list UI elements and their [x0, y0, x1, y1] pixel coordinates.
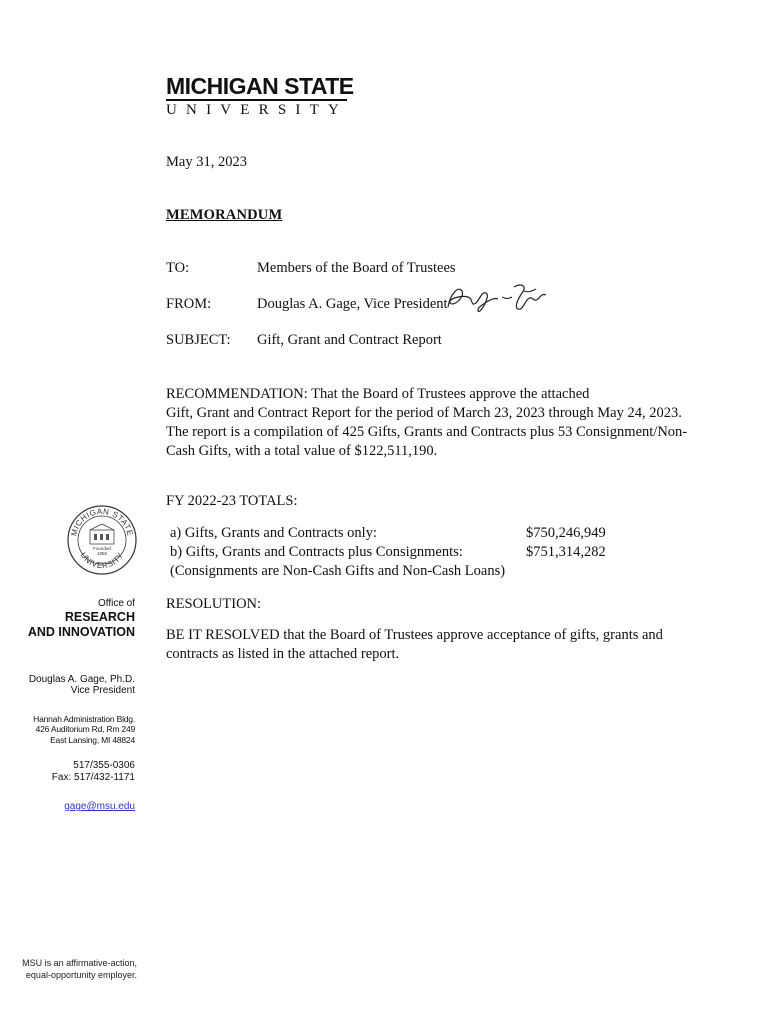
recommendation-paragraph	[166, 385, 726, 461]
totals-a-value: $750,246,949	[526, 525, 606, 541]
memo-title: MEMORANDUM	[166, 207, 283, 223]
seal-founded: Founded	[93, 546, 111, 551]
to-label: TO:	[166, 260, 190, 276]
sidebar-name: Douglas A. Gage, Ph.D.	[28, 674, 135, 685]
wordmark-line2: UNIVERSITY	[166, 102, 348, 118]
msu-wordmark	[166, 74, 354, 118]
totals-note: (Consignments are Non-Cash Gifts and Non-Cash Loans)	[170, 563, 506, 579]
totals-block	[170, 524, 606, 581]
recommendation-line: RECOMMENDATION: That the Board of Trustees approve the attached	[166, 386, 590, 402]
totals-row-a	[170, 524, 606, 543]
sidebar-address-line: 426 Auditorium Rd, Rm 249	[35, 724, 135, 734]
recommendation-line: Gift, Grant and Contract Report for the period of March 23, 2023 through May 24, 2023.	[166, 405, 682, 421]
totals-a-label: a) Gifts, Grants and Contracts only:	[170, 525, 377, 541]
footer-eoe-statement	[22, 957, 137, 981]
resolution-line: contracts as listed in the attached report.	[166, 646, 400, 662]
from-value: Douglas A. Gage, Vice President	[257, 296, 448, 312]
resolution-line: BE IT RESOLVED that the Board of Trustees approve acceptance of gifts, grants and	[166, 627, 663, 643]
totals-b-value: $751,314,282	[526, 544, 606, 560]
footer-line: MSU is an affirmative-action,	[22, 958, 137, 968]
footer-line: equal-opportunity employer.	[25, 970, 137, 980]
sidebar-address-line: East Lansing, MI 48824	[50, 735, 135, 745]
sidebar-fax: Fax: 517/432-1171	[51, 772, 135, 783]
subject-label: SUBJECT:	[166, 332, 231, 348]
university-seal-icon	[66, 504, 138, 576]
resolution-paragraph	[166, 626, 706, 664]
sidebar-title: Vice President	[70, 685, 135, 696]
seal-year: 1855	[96, 551, 108, 556]
totals-row-b	[170, 543, 606, 562]
wordmark-line1: MICHIGAN STATE	[166, 73, 354, 99]
seal-top-text: MICHIGAN STATE	[69, 506, 135, 537]
sidebar-address-line: Hannah Administration Bldg.	[33, 714, 135, 724]
totals-title: FY 2022-23 TOTALS:	[166, 493, 298, 509]
totals-b-label: b) Gifts, Grants and Contracts plus Consignments:	[170, 544, 463, 560]
sidebar-email-link[interactable]	[64, 796, 135, 814]
recommendation-line: The report is a compilation of 425 Gifts, Grants and Contracts plus 53 Consignment/Non-	[166, 424, 688, 440]
subject-value: Gift, Grant and Contract Report	[257, 332, 442, 348]
wordmark-rule	[166, 99, 347, 101]
signature-image	[440, 277, 550, 317]
to-value: Members of the Board of Trustees	[257, 260, 456, 276]
sidebar-phone: 517/355-0306	[73, 760, 135, 771]
seal-bottom-text: UNIVERSITY	[78, 550, 126, 571]
svg-text:MICHIGAN STATE	[69, 507, 134, 537]
memo-date: May 31, 2023	[166, 154, 247, 170]
resolution-title: RESOLUTION:	[166, 596, 262, 612]
sidebar-and-innovation: AND INNOVATION	[27, 625, 135, 639]
recommendation-line: Cash Gifts, with a total value of $122,511,190.	[166, 443, 438, 459]
sidebar-research: RESEARCH	[64, 610, 135, 624]
sidebar-email[interactable]: gage@msu.edu	[64, 801, 135, 812]
from-label: FROM:	[166, 296, 212, 312]
sidebar-office-of: Office of	[97, 598, 135, 609]
